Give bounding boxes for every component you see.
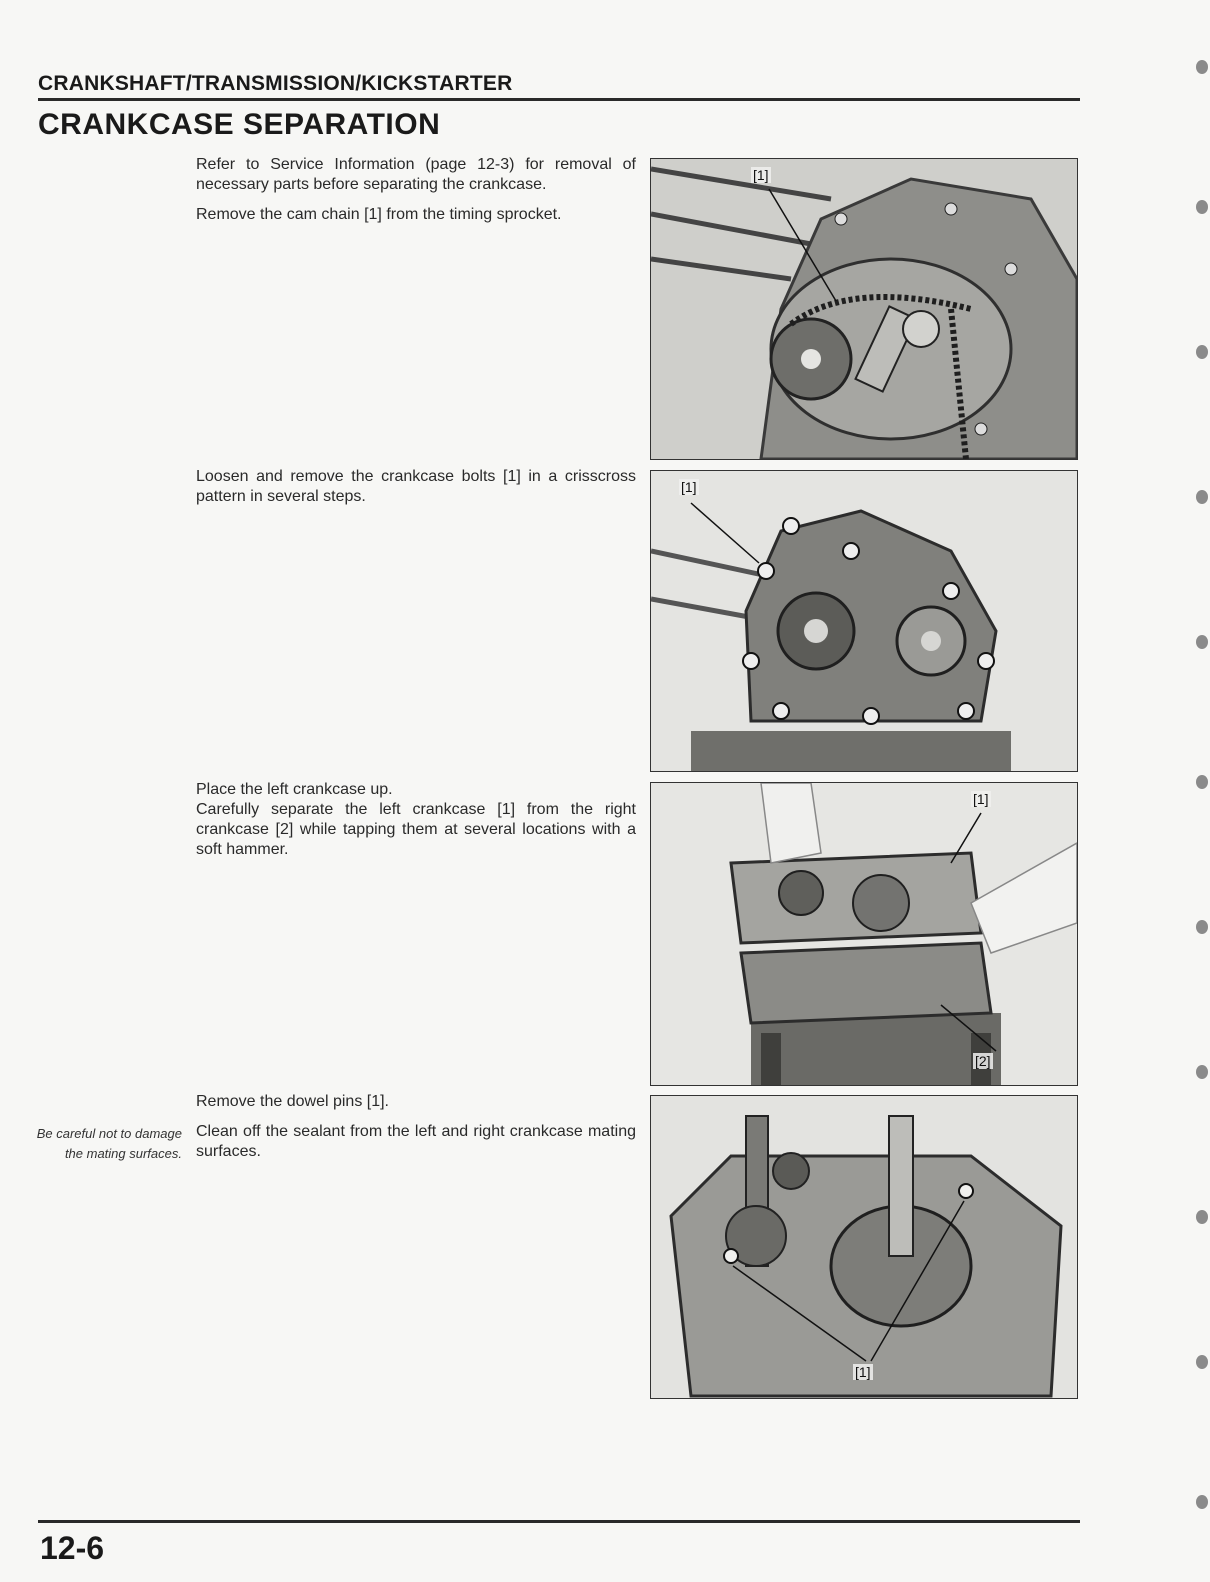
callout-label: [1] bbox=[855, 1364, 871, 1380]
dowel-pins-photo bbox=[650, 1095, 1078, 1399]
binder-hole bbox=[1196, 490, 1208, 504]
binder-hole bbox=[1196, 1495, 1208, 1509]
callout-label: [2] bbox=[975, 1053, 991, 1069]
binder-hole bbox=[1196, 920, 1208, 934]
header-rule bbox=[38, 98, 1080, 101]
binder-hole bbox=[1196, 1065, 1208, 1079]
step-1-paragraph-2: Remove the cam chain [1] from the timing sprocket. bbox=[196, 206, 562, 223]
step-4-paragraph-1: Remove the dowel pins [1]. bbox=[196, 1093, 389, 1110]
engine-cam-chain-photo bbox=[650, 158, 1078, 460]
side-note: Be careful not to damage the mating surfaces. bbox=[36, 1126, 182, 1161]
step-4-paragraph-2: Clean off the sealant from the left and right crankcase mating surfaces. bbox=[196, 1123, 636, 1160]
step-3-text bbox=[196, 780, 636, 870]
step-3-paragraph-2: Carefully separate the left crankcase [1] from the right crankcase [2] while tapping them at several locations with a soft hammer. bbox=[196, 801, 636, 858]
step-2-paragraph-1: Loosen and remove the crankcase bolts [1] in a crisscross pattern in several steps. bbox=[196, 468, 636, 505]
step-4-text bbox=[196, 1092, 636, 1172]
callout-label: [1] bbox=[681, 479, 697, 495]
crankcase-bolts-photo bbox=[650, 470, 1078, 772]
binder-hole bbox=[1196, 1210, 1208, 1224]
page-number: 12-6 bbox=[40, 1530, 105, 1566]
step-3-paragraph-1: Place the left crankcase up. bbox=[196, 781, 393, 798]
page-title: CRANKCASE SEPARATION bbox=[38, 108, 441, 141]
crankcase-separating-photo bbox=[650, 782, 1078, 1086]
binder-hole bbox=[1196, 775, 1208, 789]
binder-hole bbox=[1196, 60, 1208, 74]
binder-hole bbox=[1196, 1355, 1208, 1369]
callout-label: [1] bbox=[973, 791, 989, 807]
step-2-text bbox=[196, 467, 636, 517]
binder-hole bbox=[1196, 635, 1208, 649]
step-1-text bbox=[196, 155, 636, 235]
binder-hole bbox=[1196, 345, 1208, 359]
callout-label: [1] bbox=[753, 167, 769, 183]
footer-rule bbox=[38, 1520, 1080, 1523]
section-heading: CRANKSHAFT/TRANSMISSION/KICKSTARTER bbox=[38, 72, 513, 95]
binder-hole bbox=[1196, 200, 1208, 214]
step-1-paragraph-1: Refer to Service Information (page 12-3) for removal of necessary parts before separating the crankcase. bbox=[196, 156, 636, 193]
